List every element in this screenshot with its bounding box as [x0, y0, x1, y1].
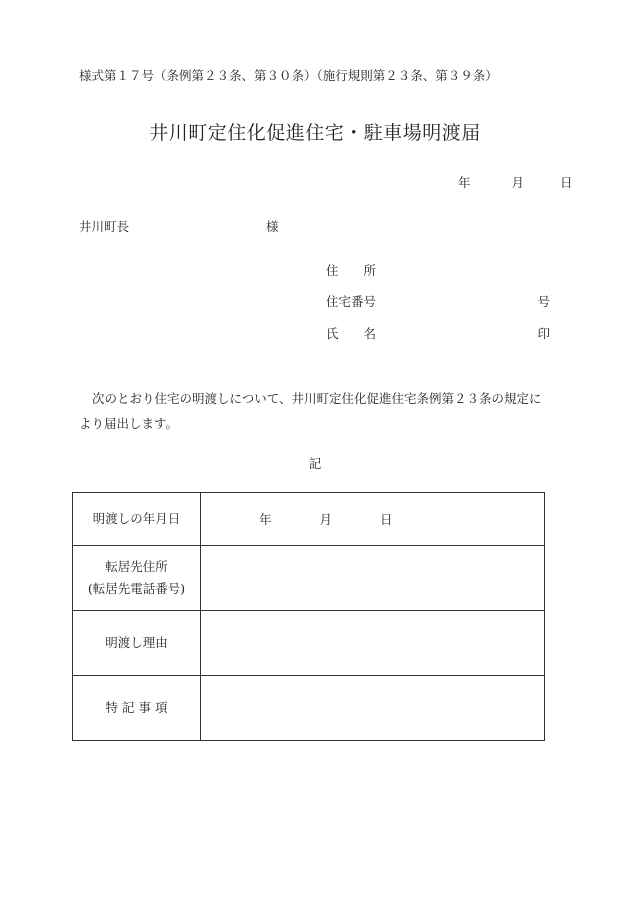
vacate-date-month: 月	[319, 512, 332, 527]
page-title: 井川町定住化促進住宅・駐車場明渡届	[149, 122, 481, 144]
new-address-label	[73, 546, 201, 611]
special-notes-label	[73, 676, 201, 741]
seal-mark: 印	[537, 326, 550, 341]
vacate-date-year: 年	[259, 512, 272, 527]
address-label: 住 所	[326, 263, 377, 278]
special-notes-label-text: 特 記 事 項	[105, 700, 168, 715]
table-row	[73, 546, 545, 611]
form-number: 様式第１７号（条例第２３条、第３０条）（施行規則第２３条、第３９条）	[79, 68, 498, 83]
house-number-suffix: 号	[537, 294, 550, 309]
vacate-date-label	[73, 493, 201, 546]
addressee-honorific: 様	[266, 219, 279, 234]
new-phone-label-text: (転居先電話番号)	[87, 581, 186, 596]
table-row	[73, 611, 545, 676]
table-row	[73, 493, 545, 546]
table-row	[73, 676, 545, 741]
vacate-date-field[interactable]	[201, 493, 545, 546]
submission-date	[458, 173, 572, 191]
name-label: 氏 名	[326, 326, 377, 341]
vacate-reason-field[interactable]	[201, 611, 545, 676]
date-year-label: 年	[458, 175, 471, 190]
details-table	[72, 492, 545, 741]
ki-heading: 記	[308, 456, 322, 471]
special-notes-field[interactable]	[201, 676, 545, 741]
vacate-reason-label-text: 明渡し理由	[105, 635, 168, 650]
date-day-label: 日	[559, 175, 573, 190]
vacate-reason-label	[73, 611, 201, 676]
vacate-date-label-text: 明渡しの年月日	[92, 511, 181, 526]
new-address-field[interactable]	[201, 546, 545, 611]
body-text: 次のとおり住宅の明渡しについて、井川町定住化促進住宅条例第２３条の規定により届出します。	[79, 391, 542, 431]
new-address-label-text: 転居先住所	[105, 559, 168, 574]
house-number-label: 住宅番号	[326, 294, 377, 309]
vacate-date-day: 日	[379, 512, 393, 527]
addressee-name: 井川町長	[79, 219, 130, 234]
date-month-label: 月	[511, 175, 524, 190]
